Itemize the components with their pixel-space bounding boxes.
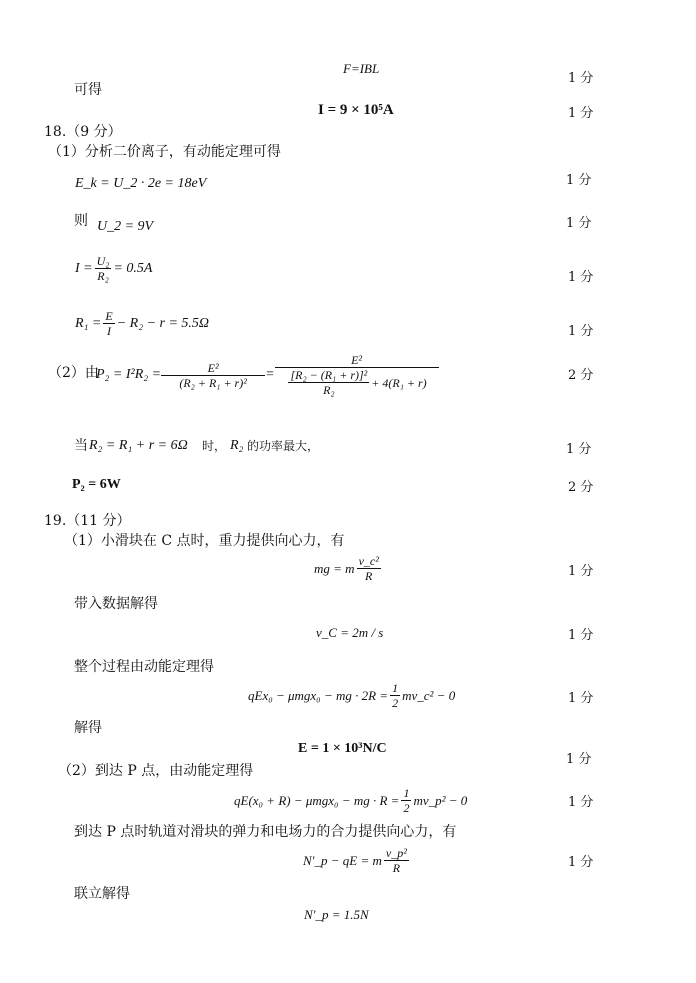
denominator — [284, 368, 428, 397]
eq-rhs: mv_p² − 0 — [413, 792, 468, 808]
eq-lhs: R₁ = — [75, 315, 102, 331]
denominator: 2 — [392, 696, 399, 710]
score-label: 1 分 — [568, 564, 594, 579]
score-label: 1 分 — [568, 628, 594, 643]
score-label: 1 分 — [566, 216, 592, 231]
text-condition: 的功率最大， — [247, 439, 320, 453]
denominator: R₂ — [323, 383, 335, 397]
eq-lhs: N′_p − qE = m — [303, 852, 382, 868]
formula-condition: R₂ = R₁ + r = 6Ω — [89, 438, 188, 453]
score-label: 1 分 — [566, 442, 592, 457]
inner-fraction — [288, 368, 369, 397]
fraction — [390, 681, 400, 710]
text-zhengge: 整个过程由动能定理得 — [74, 659, 214, 675]
text-lianli: 联立解得 — [74, 886, 130, 902]
numerator: E — [105, 309, 113, 323]
denominator: I — [107, 324, 112, 338]
eq-lhs: mg = m — [314, 560, 355, 576]
formula-p2-result: P₂ = 6W — [72, 477, 121, 492]
fraction — [163, 361, 263, 390]
score-label: 1 分 — [568, 324, 594, 339]
formula-energy-1 — [248, 681, 455, 710]
question-19-part1: （1）小滑块在 C 点时，重力提供向心力，有 — [64, 533, 345, 549]
eq-rhs: − R₂ − r = 5.5Ω — [116, 315, 210, 331]
text-jiede: 解得 — [74, 720, 102, 736]
formula-u2: U_2 = 9V — [97, 219, 154, 234]
score-label: 2 分 — [568, 368, 594, 383]
denominator: R — [392, 861, 401, 875]
score-label: 1 分 — [568, 106, 594, 121]
formula-centripetal-p — [303, 846, 411, 875]
question-18-header: 18.（9 分） — [44, 124, 122, 140]
score-label: 1 分 — [568, 795, 594, 810]
score-label: 1 分 — [568, 270, 594, 285]
fraction — [384, 846, 409, 875]
formula-centripetal-c — [314, 554, 383, 583]
numerator: 1 — [392, 681, 399, 695]
text-kede: 可得 — [74, 82, 102, 98]
fraction — [401, 786, 411, 815]
denominator: (R₂ + R₁ + r)² — [179, 375, 247, 390]
score-label: 1 分 — [566, 173, 592, 188]
fraction — [95, 254, 112, 283]
formula-vc: v_C = 2m / s — [316, 625, 384, 640]
score-label: 1 分 — [568, 71, 594, 86]
formula-np-result: N′_p = 1.5N — [304, 907, 369, 922]
eq-lhs: P₂ = I²R₂ = — [96, 367, 162, 382]
fraction — [357, 554, 381, 583]
denominator: R₂ — [97, 269, 109, 283]
text-condition: 时， — [202, 439, 227, 453]
formula-e-result: E = 1 × 10³N/C — [298, 741, 387, 756]
numerator: U₂ — [96, 254, 110, 268]
eq-lhs: qE(x₀ + R) − μmgx₀ − mg · R = — [234, 792, 400, 808]
text-dang: 当 — [74, 438, 88, 454]
text-ze: 则 — [74, 213, 88, 229]
numerator: E² — [275, 353, 439, 368]
formula-kinetic-energy: E_k = U_2 · 2e = 18eV — [75, 176, 207, 191]
text-dairu: 带入数据解得 — [74, 596, 158, 612]
score-label: 1 分 — [568, 855, 594, 870]
eq-lhs: qEx₀ − μmgx₀ − mg · 2R = — [248, 687, 389, 703]
eq-rhs: mv_c² − 0 — [402, 687, 456, 703]
tail: + 4(R₁ + r) — [371, 375, 427, 390]
question-18-part2-prefix: （2）由 — [48, 365, 99, 381]
fraction — [103, 309, 114, 338]
formula-current-ratio — [75, 254, 152, 283]
eq-rhs: = 0.5A — [113, 260, 153, 276]
question-18-part1: （1）分析二价离子，有动能定理可得 — [48, 144, 281, 160]
numerator: v_p² — [385, 846, 407, 860]
numerator: E² — [161, 361, 265, 376]
formula-power — [96, 353, 439, 397]
formula-f-ibl: F=IBL — [343, 61, 380, 76]
score-label: 2 分 — [568, 480, 594, 495]
text-p-point: 到达 P 点时轨道对滑块的弹力和电场力的合力提供向心力，有 — [74, 824, 457, 840]
numerator: v_c² — [358, 554, 379, 568]
denominator: R — [365, 569, 373, 583]
eq-lhs: I = — [75, 260, 93, 276]
question-19-part2: （2）到达 P 点，由动能定理得 — [58, 763, 254, 779]
eq-mid: = — [265, 367, 275, 382]
formula-current-value: I = 9 × 10⁵A — [318, 102, 394, 118]
formula-energy-2 — [234, 786, 467, 815]
formula-r1 — [75, 309, 209, 338]
denominator: 2 — [403, 801, 410, 815]
formula-r2: R₂ — [230, 438, 244, 453]
question-19-header: 19.（11 分） — [44, 513, 131, 529]
numerator: 1 — [403, 786, 410, 800]
score-label: 1 分 — [568, 691, 594, 706]
score-label: 1 分 — [566, 752, 592, 767]
numerator: [R₂ − (R₁ + r)]² — [290, 368, 368, 382]
fraction-complex — [277, 353, 437, 397]
